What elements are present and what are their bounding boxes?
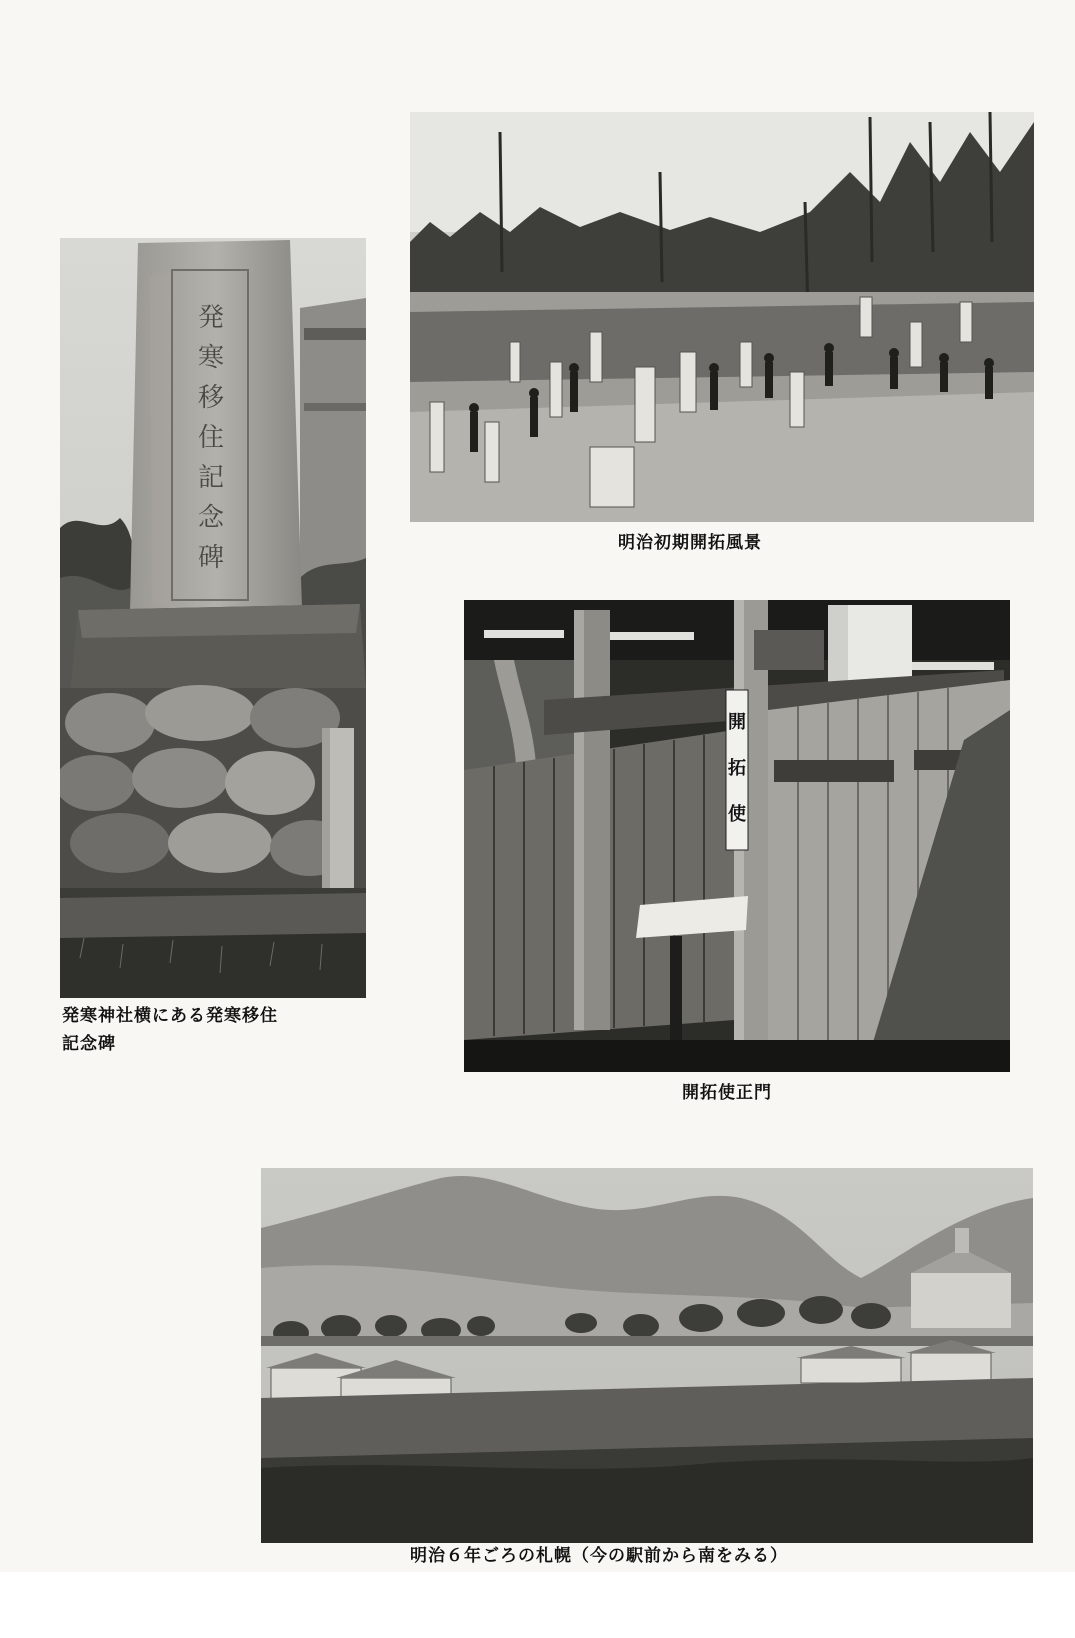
page-bottom-edge: [0, 1572, 1075, 1638]
landscape-illustration: [410, 112, 1034, 522]
sapporo-illustration: [261, 1168, 1033, 1543]
stone-inscription: 発寒移住記念碑: [197, 303, 224, 573]
photo-sapporo: [261, 1168, 1033, 1543]
caption-gate: 開拓使正門: [682, 1083, 772, 1103]
caption-monument-line1: 発寒神社横にある発寒移住: [62, 1006, 278, 1026]
caption-monument-line2: 記念碑: [62, 1034, 116, 1054]
photo-monument: [60, 238, 366, 998]
photo-gate: [464, 600, 1010, 1072]
photo-landscape: [410, 112, 1034, 522]
caption-landscape: 明治初期開拓風景: [618, 533, 762, 553]
gate-sign-text: 開拓使: [728, 712, 746, 825]
caption-sapporo: 明治６年ごろの札幌（今の駅前から南をみる）: [410, 1546, 788, 1566]
